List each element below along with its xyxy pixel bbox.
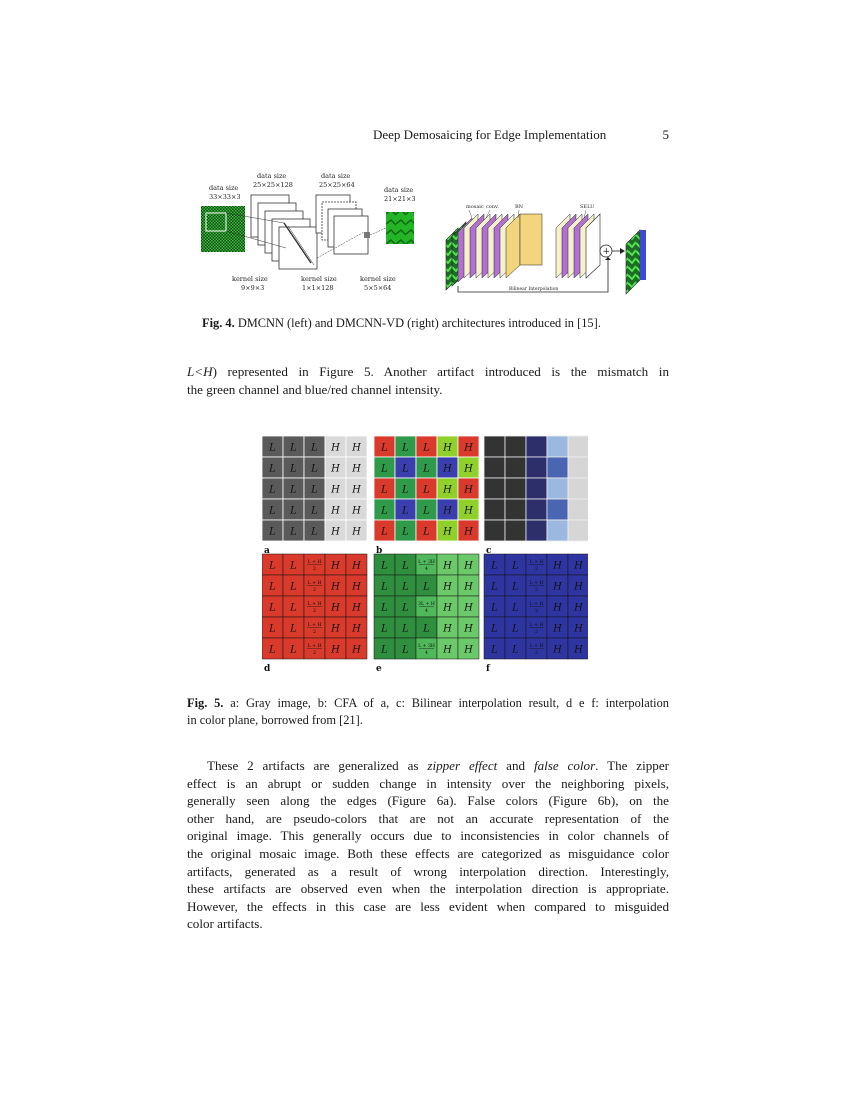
fig4-caption [202, 315, 601, 332]
cell-label: L [311, 442, 318, 454]
cell-label: L [402, 463, 409, 475]
dmcnn-data-size-label-1: data size [209, 184, 239, 192]
frac-num: L + H [307, 623, 322, 628]
frac-den: 2 [535, 609, 538, 614]
bilinear-cell [526, 520, 547, 541]
cell-label: L [311, 526, 318, 538]
cell-label: L [402, 581, 409, 593]
cell-label: H [443, 484, 452, 496]
bilinear-cell [505, 478, 526, 499]
cell-label: L [491, 560, 498, 572]
cell-label: H [574, 644, 583, 656]
frac-num: L + H [529, 644, 544, 649]
cell-label: L [311, 484, 318, 496]
cell-label: L [290, 602, 297, 614]
cell-label: H [352, 644, 361, 656]
frac-den: 4 [425, 609, 428, 614]
cell-label: H [464, 463, 473, 475]
cell-label: H [464, 484, 473, 496]
cell-label: L [269, 581, 276, 593]
sum-node-label: + [602, 247, 611, 257]
dmcnn-diagram [201, 172, 416, 292]
cell-label: H [443, 442, 452, 454]
frac-num: L + H [529, 623, 544, 628]
cell-label: L [381, 526, 388, 538]
fig4-caption-prefix: Fig. 4. [202, 316, 235, 330]
panel-letter-d: d [264, 664, 271, 674]
bilinear-cell [547, 499, 568, 520]
cell-label: H [443, 505, 452, 517]
panel-letter-a: a [264, 546, 270, 556]
frac-num: L + H [307, 644, 322, 649]
frac-num: L + H [529, 560, 544, 565]
cell-label: L [290, 463, 297, 475]
cell-label: L [269, 442, 276, 454]
dmcnn-kernel-label-1: kernel size [232, 275, 268, 283]
cell-label: H [331, 623, 340, 635]
cell-label: H [331, 442, 340, 454]
frac-den: 2 [535, 567, 538, 572]
vd-label-conv: conv. [486, 204, 499, 210]
bilinear-cell [505, 436, 526, 457]
cell-label: H [464, 442, 473, 454]
cell-label: L [290, 442, 297, 454]
cell-label: L [269, 484, 276, 496]
dmcnn-kernel-label-3: kernel size [360, 275, 396, 283]
page-number: 5 [662, 127, 669, 142]
cell-label: L [423, 623, 430, 635]
cell-label: H [331, 505, 340, 517]
bilinear-cell [568, 436, 588, 457]
paragraph-2 [187, 757, 669, 933]
para1-line2: the green channel and blue/red channel intensity. [187, 381, 443, 397]
cell-label: H [352, 463, 361, 475]
bilinear-cell [484, 499, 505, 520]
frac-den: 4 [425, 651, 428, 656]
cell-label: H [553, 581, 562, 593]
cell-label: L [269, 463, 276, 475]
vd-bottom-label: Bilinear Interpolation [509, 287, 559, 292]
cell-label: L [381, 505, 388, 517]
cell-label: L [423, 526, 430, 538]
cell-label: H [464, 560, 473, 572]
bilinear-cell [484, 457, 505, 478]
cell-label: L [381, 644, 388, 656]
cell-label: L [491, 644, 498, 656]
dmcnn-kernel-value-2: 1×1×128 [302, 284, 334, 292]
cell-label: L [381, 442, 388, 454]
cell-label: H [574, 602, 583, 614]
cell-label: L [290, 505, 297, 517]
cell-label: L [381, 623, 388, 635]
para2-term-false-color: false color [533, 758, 596, 773]
cell-label: L [311, 463, 318, 475]
cell-label: L [269, 560, 276, 572]
cell-label: H [352, 526, 361, 538]
cell-label: H [574, 623, 583, 635]
frac-den: 2 [313, 609, 316, 614]
para2-line-8: these artifacts are observed even when the interpolation direction is appropriate. [187, 881, 669, 897]
cell-label: H [352, 442, 361, 454]
cell-label: L [512, 581, 519, 593]
cell-label: L [381, 581, 388, 593]
dmcnn-data-size-value-2: 25×25×128 [253, 181, 293, 189]
cell-label: H [553, 602, 562, 614]
frac-den: 2 [313, 567, 316, 572]
frac-den: 2 [313, 630, 316, 635]
frac-num: L + H [307, 602, 322, 607]
cell-label: H [352, 560, 361, 572]
cell-label: L [491, 623, 498, 635]
frac-den: 2 [313, 588, 316, 593]
bilinear-cell [505, 457, 526, 478]
cell-label: H [331, 463, 340, 475]
cell-label: L [423, 463, 430, 475]
dmcnn-vd-diagram [446, 204, 646, 294]
cell-label: H [464, 602, 473, 614]
cell-label: H [574, 560, 583, 572]
cell-label: L [512, 623, 519, 635]
frac-num: L + H [529, 602, 544, 607]
panel-letter-c: c [486, 546, 492, 556]
cell-label: H [331, 644, 340, 656]
cell-label: H [331, 581, 340, 593]
bilinear-cell [526, 478, 547, 499]
bilinear-cell [568, 457, 588, 478]
cell-label: L [269, 644, 276, 656]
cell-label: H [443, 644, 452, 656]
cell-label: L [381, 484, 388, 496]
cell-label: L [423, 505, 430, 517]
cell-label: L [269, 602, 276, 614]
cell-label: H [464, 526, 473, 538]
dmcnn-kernel-label-2: kernel size [301, 275, 337, 283]
cell-label: L [491, 581, 498, 593]
para2-line-3: generally seen along the edges (Figure 6a). False colors (Figure 6b), on the [187, 793, 669, 809]
cell-label: L [269, 526, 276, 538]
paragraph-1 [187, 363, 669, 398]
cell-label: H [331, 602, 340, 614]
fig5-caption-line2: in color plane, borrowed from [21]. [187, 713, 363, 727]
cell-label: H [464, 505, 473, 517]
vd-label-mosaic: mosaic [466, 204, 484, 210]
para2-l1-pre: These 2 artifacts are generalized as [207, 758, 428, 773]
para2-l1-mid: and [497, 758, 534, 773]
bilinear-cell [568, 520, 588, 541]
cell-label: L [512, 644, 519, 656]
cell-label: H [464, 623, 473, 635]
cell-label: L [512, 602, 519, 614]
bilinear-cell [547, 520, 568, 541]
cell-label: H [443, 581, 452, 593]
frac-den: 2 [535, 630, 538, 635]
fig5-caption-line1: a: Gray image, b: CFA of a, c: Bilinear interpolation result, d e f: interpolation [230, 696, 669, 710]
cell-label: H [352, 623, 361, 635]
cell-label: L [381, 560, 388, 572]
frac-den: 4 [425, 567, 428, 572]
vd-label-bn: BN [515, 204, 524, 210]
frac-num: L + 3H [418, 644, 435, 649]
cell-label: H [331, 484, 340, 496]
dmcnn-kernel-value-1: 9×9×3 [241, 284, 265, 292]
cell-label: H [352, 581, 361, 593]
cell-label: L [290, 581, 297, 593]
bilinear-cell [526, 457, 547, 478]
bilinear-cell [484, 478, 505, 499]
cell-label: L [290, 644, 297, 656]
bilinear-cell [505, 520, 526, 541]
panel-letter-f: f [486, 664, 490, 674]
bilinear-cell [484, 436, 505, 457]
frac-num: L + H [529, 581, 544, 586]
cell-label: H [352, 505, 361, 517]
para2-line-5: original image. This generally occurs due to inconsistencies in color channels of [187, 828, 669, 844]
para2-line-4: other hand, are pseudo-colors that are not an accurate representation of the [187, 810, 669, 826]
para2-line-7: artifacts, generated as a result of wrong interpolation direction. Interestingly, [187, 863, 669, 879]
cell-label: H [443, 463, 452, 475]
para2-line-10: color artifacts. [187, 916, 263, 932]
cell-label: H [352, 602, 361, 614]
cell-label: L [269, 623, 276, 635]
bilinear-cell [547, 478, 568, 499]
cell-label: H [443, 560, 452, 572]
para2-line-6: the original mosaic image. Both these effects are categorized as misguidance color [187, 845, 669, 861]
cell-label: H [574, 581, 583, 593]
cell-label: H [331, 526, 340, 538]
bilinear-cell [568, 499, 588, 520]
bilinear-cell [547, 436, 568, 457]
bilinear-cell [526, 436, 547, 457]
cell-label: L [402, 505, 409, 517]
cell-label: L [402, 602, 409, 614]
dmcnn-data-size-label-3: data size [321, 172, 351, 180]
cell-label: H [352, 484, 361, 496]
panel-letter-b: b [376, 546, 383, 556]
fig5-caption [187, 695, 669, 729]
fig5-caption-prefix: Fig. 5. [187, 696, 224, 710]
bilinear-cell [547, 457, 568, 478]
cell-label: L [423, 442, 430, 454]
bilinear-cell [568, 478, 588, 499]
para2-line-2: effect is an abrupt or sudden change in intensity over the neighboring pixels, [187, 775, 669, 791]
dmcnn-data-size-label-4: data size [384, 186, 414, 194]
cell-label: H [443, 526, 452, 538]
cell-label: H [443, 602, 452, 614]
para1-line1: ) represented in Figure 5. Another artifact introduced is the mismatch in [212, 364, 669, 379]
cell-label: L [290, 484, 297, 496]
bilinear-cell [484, 520, 505, 541]
frac-den: 2 [535, 651, 538, 656]
frac-num: L + 3H [418, 560, 435, 565]
cell-label: L [402, 560, 409, 572]
running-title: Deep Demosaicing for Edge Implementation [373, 127, 607, 142]
dmcnn-kernel-value-3: 5×5×64 [364, 284, 392, 292]
para2-line-9: However, the effects in this case are less evident when compared to misguided [187, 898, 669, 914]
cell-label: L [381, 463, 388, 475]
bilinear-cell [505, 499, 526, 520]
cell-label: L [402, 644, 409, 656]
frac-num: 3L + H [418, 602, 435, 607]
cell-label: H [443, 623, 452, 635]
cell-label: L [512, 560, 519, 572]
cell-label: L [290, 560, 297, 572]
cell-label: L [423, 581, 430, 593]
dmcnn-data-size-value-1: 33×33×3 [209, 193, 241, 201]
cell-label: H [331, 560, 340, 572]
vd-label-selu: SELU [580, 204, 595, 210]
panel-letter-e: e [376, 664, 382, 674]
cell-label: H [464, 644, 473, 656]
cell-label: H [553, 644, 562, 656]
dmcnn-data-size-value-3: 25×25×64 [319, 181, 355, 189]
cell-label: H [553, 623, 562, 635]
cell-label: L [311, 505, 318, 517]
cell-label: L [402, 442, 409, 454]
figure-5 [262, 434, 588, 676]
cell-label: L [269, 505, 276, 517]
cell-label: L [491, 602, 498, 614]
cell-label: L [402, 484, 409, 496]
cell-label: H [464, 581, 473, 593]
frac-num: L + H [307, 560, 322, 565]
math-inline: L<H [187, 364, 213, 379]
cell-label: L [402, 526, 409, 538]
frac-num: L + H [307, 581, 322, 586]
dmcnn-data-size-label-2: data size [257, 172, 287, 180]
frac-den: 2 [313, 651, 316, 656]
cell-label: H [553, 560, 562, 572]
cell-label: L [290, 623, 297, 635]
dmcnn-data-size-value-4: 21×21×3 [384, 195, 416, 203]
fig4-caption-text: DMCNN (left) and DMCNN-VD (right) architectures introduced in [15]. [237, 316, 601, 330]
cell-label: L [402, 623, 409, 635]
para2-term-zipper: zipper effect [427, 758, 498, 773]
figure-4 [196, 168, 666, 298]
para2-l1-post: . The zipper [595, 758, 669, 773]
frac-den: 2 [535, 588, 538, 593]
bilinear-cell [526, 499, 547, 520]
cell-label: L [423, 484, 430, 496]
cell-label: L [381, 602, 388, 614]
cell-label: L [290, 526, 297, 538]
